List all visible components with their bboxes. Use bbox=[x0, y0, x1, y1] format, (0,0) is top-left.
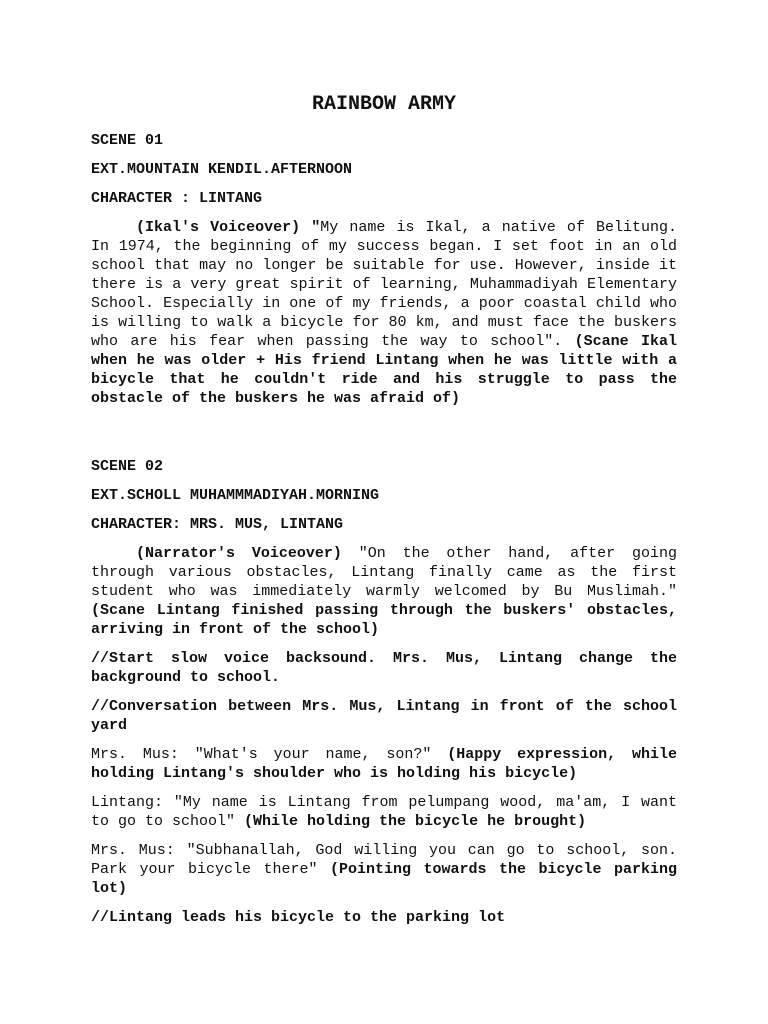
scene-02-setting: EXT.SCHOLL MUHAMMMADIYAH.MORNING bbox=[91, 487, 380, 504]
scene-02-character: CHARACTER: MRS. MUS, LINTANG bbox=[91, 516, 344, 533]
stage-direction: (While holding the bicycle he brought) bbox=[244, 813, 587, 830]
voiceover-label: (Ikal's Voiceover) " bbox=[136, 219, 321, 236]
stage-direction: (Scane Ikal when he was older + His friend Lintang when he was little with a bicycle that he couldn't ride and his struggle to pass the obstacle of the buskers he was afraid of) bbox=[91, 333, 677, 407]
dialogue-line-mrs-mus-2 bbox=[91, 841, 677, 898]
scene-01-number: SCENE 01 bbox=[91, 132, 164, 149]
scene-01-voiceover-paragraph bbox=[91, 218, 677, 408]
script-page bbox=[91, 92, 677, 937]
document-title: RAINBOW ARMY bbox=[311, 93, 457, 116]
scene-01-character: CHARACTER : LINTANG bbox=[91, 190, 263, 207]
voiceover-text: My name is Ikal, a native of Belitung. In 1974, the beginning of my success began. I set foot in an old school that may no longer be suitable for use. However, inside it there is a very great spirit of learning, Muhammadiyah Elementary School. Especially in one of my friends, a poor coastal child who is willing to walk a bicycle for 80 km, and must face the buskers who are his fear when passing the way to school". bbox=[91, 219, 677, 350]
dialogue-text: Mrs. Mus: "Subhanallah, God willing you can go to school, son. Park your bicycle there" bbox=[91, 842, 677, 878]
dialogue-line-mrs-mus-1 bbox=[91, 745, 677, 783]
dialogue-text: Lintang: "My name is Lintang from pelumpang wood, ma'am, I want to go to school" bbox=[91, 794, 677, 830]
scene-separator bbox=[91, 418, 677, 457]
scene-01-setting: EXT.MOUNTAIN KENDIL.AFTERNOON bbox=[91, 161, 353, 178]
stage-direction: (Happy expression, while holding Lintang's shoulder who is holding his bicycle) bbox=[91, 746, 677, 782]
stage-direction: (Scane Lintang finished passing through the buskers' obstacles, arriving in front of the school) bbox=[91, 602, 677, 638]
production-note-parking: //Lintang leads his bicycle to the parking lot bbox=[91, 909, 506, 926]
narrator-text: "On the other hand, after going through various obstacles, Lintang finally came as the first student who was immediately warmly welcomed by Bu Muslimah." bbox=[91, 545, 677, 600]
scene-02-number: SCENE 02 bbox=[91, 458, 164, 475]
stage-direction: (Pointing towards the bicycle parking lot) bbox=[91, 861, 677, 897]
dialogue-text: Mrs. Mus: "What's your name, son?" bbox=[91, 746, 448, 763]
production-note-backsound: //Start slow voice backsound. Mrs. Mus, Lintang change the background to school. bbox=[91, 650, 677, 686]
production-note-conversation: //Conversation between Mrs. Mus, Lintang in front of the school yard bbox=[91, 698, 677, 734]
narrator-label: (Narrator's Voiceover) bbox=[136, 545, 342, 562]
dialogue-line-lintang bbox=[91, 793, 677, 831]
scene-02-narrator-paragraph bbox=[91, 544, 677, 639]
